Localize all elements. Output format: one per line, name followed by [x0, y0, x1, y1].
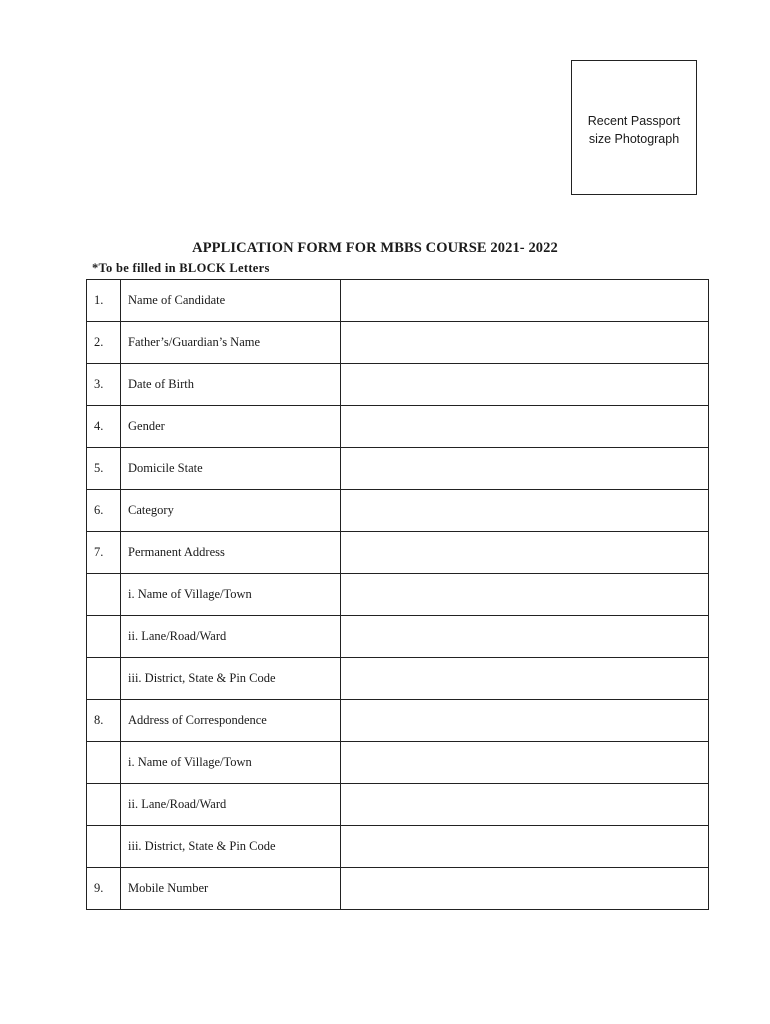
- form-row-correspondence-lane-road-ward: [87, 784, 709, 826]
- row-number: 3.: [87, 364, 121, 406]
- permanent-village-town-field[interactable]: [341, 574, 709, 616]
- form-row-guardian-name: [87, 322, 709, 364]
- mobile-number-field[interactable]: [341, 868, 709, 910]
- row-number: 2.: [87, 322, 121, 364]
- permanent-district-state-pin-field[interactable]: [341, 658, 709, 700]
- row-number: [87, 616, 121, 658]
- form-row-correspondence-village-town: [87, 742, 709, 784]
- field-label: i. Name of Village/Town: [121, 574, 341, 616]
- application-form-table: [86, 279, 709, 910]
- form-row-gender: [87, 406, 709, 448]
- form-row-correspondence-address: [87, 700, 709, 742]
- field-label: Name of Candidate: [121, 280, 341, 322]
- row-number: [87, 826, 121, 868]
- gender-field[interactable]: [341, 406, 709, 448]
- field-label: Date of Birth: [121, 364, 341, 406]
- photo-box-line-1: Recent Passport: [587, 114, 681, 128]
- row-number: [87, 742, 121, 784]
- form-row-permanent-district-state-pin: [87, 658, 709, 700]
- field-label: i. Name of Village/Town: [121, 742, 341, 784]
- date-of-birth-field[interactable]: [341, 364, 709, 406]
- row-number: [87, 574, 121, 616]
- form-row-date-of-birth: [87, 364, 709, 406]
- form-row-permanent-address: [87, 532, 709, 574]
- field-label: Permanent Address: [121, 532, 341, 574]
- permanent-lane-road-ward-field[interactable]: [341, 616, 709, 658]
- row-number: 9.: [87, 868, 121, 910]
- field-label: iii. District, State & Pin Code: [121, 826, 341, 868]
- form-row-permanent-village-town: [87, 574, 709, 616]
- form-row-domicile-state: [87, 448, 709, 490]
- form-row-category: [87, 490, 709, 532]
- form-row-permanent-lane-road-ward: [87, 616, 709, 658]
- correspondence-lane-road-ward-field[interactable]: [341, 784, 709, 826]
- row-number: 5.: [87, 448, 121, 490]
- field-label: ii. Lane/Road/Ward: [121, 784, 341, 826]
- field-label: Address of Correspondence: [121, 700, 341, 742]
- block-letters-instruction: *To be filled in BLOCK Letters: [92, 261, 270, 275]
- field-label: Father’s/Guardian’s Name: [121, 322, 341, 364]
- row-number: 4.: [87, 406, 121, 448]
- category-field[interactable]: [341, 490, 709, 532]
- correspondence-village-town-field[interactable]: [341, 742, 709, 784]
- row-number: 7.: [87, 532, 121, 574]
- passport-photo-box[interactable]: [571, 60, 697, 195]
- correspondence-district-state-pin-field[interactable]: [341, 826, 709, 868]
- correspondence-address-field[interactable]: [341, 700, 709, 742]
- guardian-name-field[interactable]: [341, 322, 709, 364]
- permanent-address-field[interactable]: [341, 532, 709, 574]
- field-label: ii. Lane/Road/Ward: [121, 616, 341, 658]
- row-number: 1.: [87, 280, 121, 322]
- form-row-mobile-number: [87, 868, 709, 910]
- form-row-correspondence-district-state-pin: [87, 826, 709, 868]
- row-number: 6.: [87, 490, 121, 532]
- row-number: 8.: [87, 700, 121, 742]
- domicile-state-field[interactable]: [341, 448, 709, 490]
- form-title: APPLICATION FORM FOR MBBS COURSE 2021- 2022: [192, 240, 558, 256]
- field-label: iii. District, State & Pin Code: [121, 658, 341, 700]
- field-label: Mobile Number: [121, 868, 341, 910]
- name-of-candidate-field[interactable]: [341, 280, 709, 322]
- photo-box-line-2: size Photograph: [588, 132, 680, 146]
- field-label: Gender: [121, 406, 341, 448]
- form-row-name-of-candidate: [87, 280, 709, 322]
- field-label: Category: [121, 490, 341, 532]
- row-number: [87, 784, 121, 826]
- field-label: Domicile State: [121, 448, 341, 490]
- row-number: [87, 658, 121, 700]
